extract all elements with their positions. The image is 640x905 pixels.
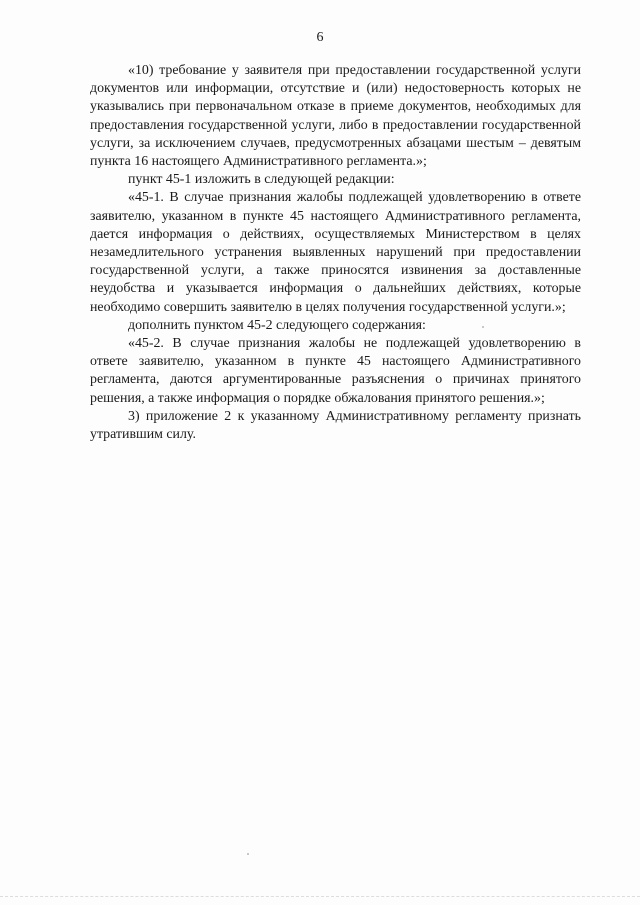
paragraph-appendix-2-repeal: 3) приложение 2 к указанному Административному регламенту признать утратившим силу. [90, 408, 581, 443]
paragraph-item-10: «10) требование у заявителя при предоставлении государственной услуги документов или информации, отсутствие и (или) недостоверность которых не указывались при первоначальном отказе в приеме документов, необходимых для предоставления государственной услуги, либо в предоставлении государственной услуги, за исключением случаев, предусмотренных абзацами шестым – девятым пункта 16 настоящего Административного регламента.»; [90, 63, 581, 170]
scan-bottom-edge [0, 896, 640, 898]
page-number: 6 [316, 30, 324, 45]
document-body [90, 62, 581, 444]
paragraph-amend-45-1-intro: пункт 45-1 изложить в следующей редакции: [128, 172, 395, 188]
scan-speck [247, 853, 249, 855]
scan-speck [482, 326, 484, 328]
paragraph-add-45-2-intro: дополнить пунктом 45-2 следующего содержания: [128, 317, 426, 333]
paragraph-clause-45-1: «45-1. В случае признания жалобы подлежащей удовлетворению в ответе заявителю, указанном в пункте 45 настоящего Административного регламента, дается информация о действиях, осуществляемых Министерством в целях незамедлительного устранения выявленных нарушений при предоставлении государственной услуги, а также приносятся извинения за доставленные неудобства и указывается информация о дальнейших действиях, которые необходимо совершить заявителю в целях получения государственной услуги.»; [90, 190, 581, 315]
paragraph-clause-45-2: «45-2. В случае признания жалобы не подлежащей удовлетворению в ответе заявителю, указанном в пункте 45 настоящего Административного регламента, даются аргументированные разъяснения о причинах принятого решения, а также информация о порядке обжалования принятого решения.»; [90, 336, 581, 406]
